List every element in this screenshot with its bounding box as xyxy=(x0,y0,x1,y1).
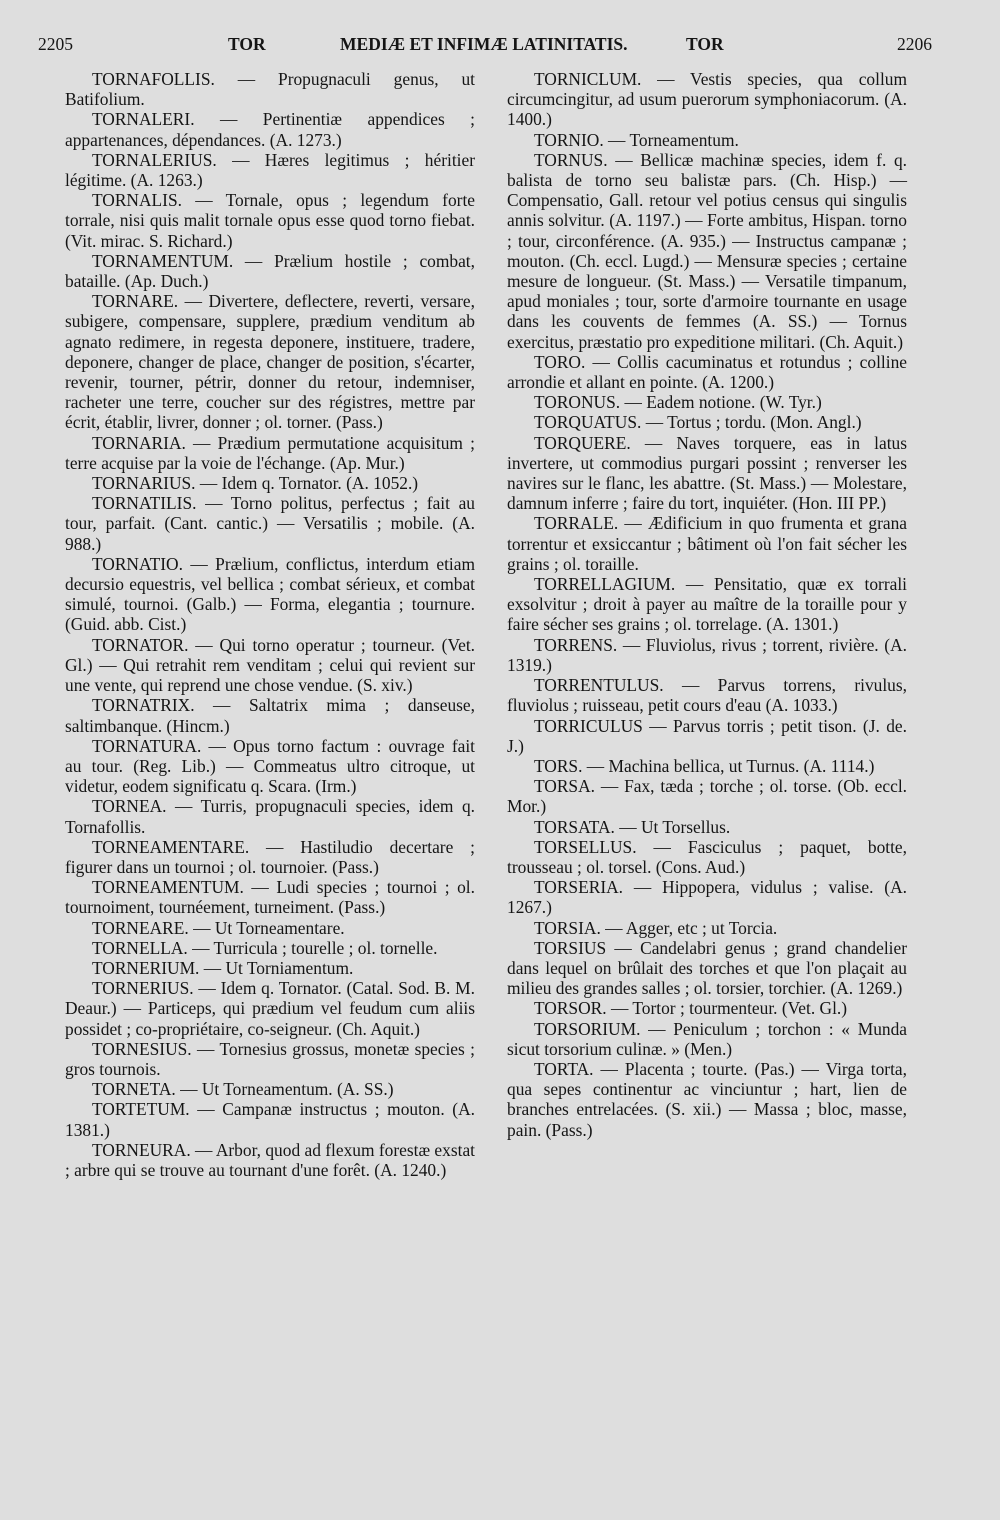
dictionary-entry: TORRENS. — Fluviolus, rivus ; torrent, rivière. (A. 1319.) xyxy=(507,634,907,675)
dictionary-entry: TORSA. — Fax, tæda ; torche ; ol. torse. (Ob. eccl. Mor.) xyxy=(507,776,907,817)
dictionary-entry: TORNEAMENTARE. — Hastiludio decertare ; figurer dans un tournoi ; ol. tournoier. (Pass.) xyxy=(65,836,475,877)
dictionary-entry: TORNATURA. — Opus torno factum : ouvrage fait au tour. (Reg. Lib.) — Commeatus ultro citroque, ut videtur, eodem significatu q. Scara. (Irm.) xyxy=(65,735,475,797)
dictionary-entry: TORNALIS. — Tornale, opus ; legendum forte torrale, nisi quis malit tornale opus esse quod torno fiebat. (Vit. mirac. S. Richard.) xyxy=(65,190,475,251)
dictionary-entry: TORNAMENTUM. — Prælium hostile ; combat, bataille. (Ap. Duch.) xyxy=(65,250,475,292)
dictionary-entry: TORRALE. — Ædificium in quo frumenta et grana torrentur et exsiccantur ; bâtiment où l'on fait sécher les grains ; ol. toraille. xyxy=(507,513,907,574)
dictionary-entry: TORRELLAGIUM. — Pensitatio, quæ ex torrali exsolvitur ; droit à payer au maître de la toraille pour y faire sécher ses grains ; ol. torrelage. (A. 1301.) xyxy=(507,574,907,635)
dictionary-entry: TORNATOR. — Qui torno operatur ; tourneur. (Vet. Gl.) — Qui retrahit rem venditam ; celui qui revient sur une vente, qui reprend une chose vendue. (S. xiv.) xyxy=(65,634,475,696)
dictionary-entry: TORNERIUS. — Idem q. Tornator. (Catal. Sod. B. M. Deaur.) — Particeps, qui prædium vel feudum cum aliis possidet ; co-propriétaire, co-seigneur. (Ch. Aquit.) xyxy=(65,978,475,1039)
dictionary-entry: TORTETUM. — Campanæ instructus ; mouton. (A. 1381.) xyxy=(65,1099,475,1140)
dictionary-entry: TORNESIUS. — Tornesius grossus, monetæ species ; gros tournois. xyxy=(65,1038,475,1079)
dictionary-entry: TORQUERE. — Naves torquere, eas in latus invertere, ut commodius purgari possint ; renverser les navires sur le flanc, les abattre. (St. Mass.) — Molestare, damnum inferre ; faire du tort, inquiéter. (Hon. III PP.) xyxy=(507,432,907,514)
dictionary-entry: TORNAFOLLIS. — Propugnaculi genus, ut Batifolium. xyxy=(65,69,475,110)
dictionary-entry: TORNALERI. — Pertinentiæ appendices ; appartenances, dépendances. (A. 1273.) xyxy=(65,109,475,150)
dictionary-entry: TORSIA. — Agger, etc ; ut Torcia. xyxy=(533,917,778,938)
dictionary-entry: TORNICLUM. — Vestis species, qua collum circumcingitur, ad usum puerorum symphoniacorum. (A. 1400.) xyxy=(507,69,907,130)
dictionary-entry: TORNETA. — Ut Torneamentum. (A. SS.) xyxy=(91,1079,394,1100)
dictionary-entry: TORTA. — Placenta ; tourte. (Pas.) — Virga torta, qua sepes continentur ac vinciuntur ; hart, lien de branches entrelacées. (S. xii.) — Massa ; bloc, masse, pain. (Pass.) xyxy=(507,1058,907,1140)
section-tag-left: TOR xyxy=(228,34,266,54)
dictionary-entry: TORNERIUM. — Ut Torniamentum. xyxy=(91,957,354,978)
dictionary-entry: TORSOR. — Tortor ; tourmenteur. (Vet. Gl.) xyxy=(533,998,848,1019)
dictionary-entry: TORSIUS — Candelabri genus ; grand chandelier dans lequel on brûlait des torches et que l'on plaçait au milieu des grandes salles ; ol. torsier, torchier. (A. 1269.) xyxy=(507,937,907,999)
dictionary-entry: TORNATRIX. — Saltatrix mima ; danseuse, saltimbanque. (Hincm.) xyxy=(65,695,475,736)
dictionary-entry: TORNUS. — Bellicæ machinæ species, idem f. q. balista de torno seu balistæ pars. (Ch. Hisp.) — Compensatio, Gall. retour vel potius census qui singulis annis solvitur. (A. 1197.) — Forte ambitus, Hispan. torno ; tour, circonférence. (A. 935.) — Instructus campanæ ; mouton. (Ch. eccl. Lugd.) — Mensuræ species ; certaine mesure de longueur. (St. Mass.) — Versatile timpanum, apud moniales ; tour, sorte d'armoire tournante en usage dans les couvents de femmes (A. SS.) — Tornus exercitus, præstatio pro expeditione militari. (Ch. Aquit.) xyxy=(507,149,907,352)
dictionary-entry: TORS. — Machina bellica, ut Turnus. (A. 1114.) xyxy=(533,755,875,776)
dictionary-entry: TORO. — Collis cacuminatus et rotundus ; colline arrondie et allant en pointe. (A. 1200.) xyxy=(507,351,907,393)
dictionary-entry: TORNIO. — Torneamentum. xyxy=(533,129,739,150)
dictionary-entry: TORNARIUS. — Idem q. Tornator. (A. 1052.) xyxy=(91,473,419,494)
dictionary-entry: TORQUATUS. — Tortus ; tordu. (Mon. Angl.) xyxy=(533,412,862,433)
dictionary-entry: TORSERIA. — Hippopera, vidulus ; valise. (A. 1267.) xyxy=(507,877,907,918)
right-column xyxy=(507,69,907,1140)
dictionary-entry: TORNEARE. — Ut Torneamentare. xyxy=(91,917,345,938)
dictionary-entry: TORSATA. — Ut Torsellus. xyxy=(533,816,731,837)
dictionary-entry: TORSELLUS. — Fasciculus ; paquet, botte, trousseau ; ol. torsel. (Cons. Aud.) xyxy=(507,836,907,877)
dictionary-entry: TORSORIUM. — Peniculum ; torchon : « Munda sicut torsorium culinæ. » (Men.) xyxy=(507,1018,907,1059)
left-column xyxy=(65,69,475,1180)
dictionary-entry: TORNEA. — Turris, propugnaculi species, idem q. Tornafollis. xyxy=(65,796,475,837)
dictionary-entry: TORNARE. — Divertere, deflectere, reverti, versare, subigere, compensare, supplere, prædium venditum ab agnato redimere, in regesta deponere, instituere, tradere, deponere, changer de place, changer de position, s'écarter, revenir, tourner, pétrir, donner du retour, indemniser, racheter une terre, coucher sur des régistres, mettre par écrit, établir, livrer, donner ; ol. torner. (Pass.) xyxy=(65,291,475,433)
section-tag-right: TOR xyxy=(686,34,724,54)
running-header xyxy=(38,34,932,60)
dictionary-entry: TORNELLA. — Turricula ; tourelle ; ol. tornelle. xyxy=(91,937,438,958)
page-title: MEDIÆ ET INFIMÆ LATINITATIS. xyxy=(340,34,628,54)
dictionary-entry: TORNATIO. — Prælium, conflictus, interdum etiam decursio equestris, vel bellica ; combat sérieux, et combat simulé, tournoi. (Galb.) — Forma, elegantia ; tournure. (Guid. abb. Cist.) xyxy=(65,553,475,635)
dictionary-entry: TORNATILIS. — Torno politus, perfectus ; fait au tour, parfait. (Cant. cantic.) — Versatilis ; mobile. (A. 988.) xyxy=(65,493,475,554)
dictionary-entry: TORRICULUS — Parvus torris ; petit tison. (J. de. J.) xyxy=(507,715,907,756)
dictionary-entry: TORNEURA. — Arbor, quod ad flexum forestæ exstat ; arbre qui se trouve au tournant d'une forêt. (A. 1240.) xyxy=(65,1139,475,1180)
dictionary-entry: TORNEAMENTUM. — Ludi species ; tournoi ; ol. tournoiment, tournéement, turneiment. (Pass.) xyxy=(65,877,475,918)
dictionary-entry: TORNALERIUS. — Hæres legitimus ; héritier légitime. (A. 1263.) xyxy=(65,149,475,191)
page-number-right: 2206 xyxy=(897,34,932,54)
dictionary-entry: TORNARIA. — Prædium permutatione acquisitum ; terre acquise par la voie de l'échange. (Ap. Mur.) xyxy=(65,432,475,473)
dictionary-entry: TORONUS. — Eadem notione. (W. Tyr.) xyxy=(533,392,822,413)
page-number-left: 2205 xyxy=(38,34,73,54)
dictionary-entry: TORRENTULUS. — Parvus torrens, rivulus, fluviolus ; ruisseau, petit cours d'eau (A. 1033.) xyxy=(507,675,907,716)
